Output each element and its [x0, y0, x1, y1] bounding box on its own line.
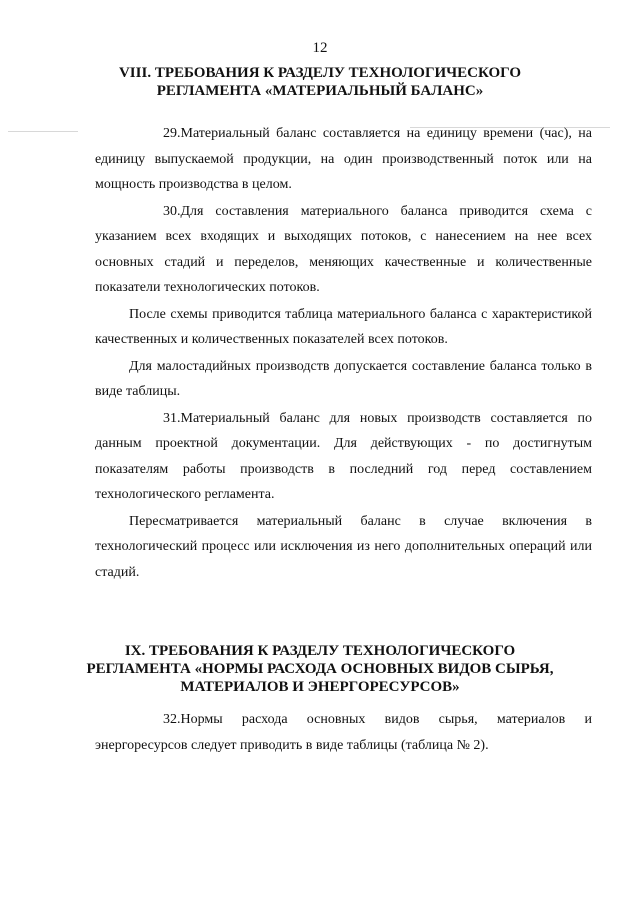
paragraph-number: 32. — [163, 712, 181, 727]
paragraph-text: Для составления материального баланса приводится схема с указанием всех входящих и выходящих потоков, с нанесением на нее всех основных стадий и переделов, меняющих качественные и количественные показатели технологических потоков. — [95, 203, 592, 295]
paragraph-text: Для малостадийных производств допускается составление баланса только в виде таблицы. — [95, 358, 592, 399]
paragraph-low-stage — [95, 354, 592, 405]
section-8-body — [95, 121, 592, 585]
section-9-body — [95, 707, 592, 758]
paragraph-31 — [95, 406, 592, 508]
paragraph-text: Материальный баланс составляется на единицу времени (час), на единицу выпускаемой продукции, на один производственный поток или на мощность производства в целом. — [95, 126, 592, 192]
paragraph-revision — [95, 509, 592, 586]
paragraph-text: Нормы расхода основных видов сырья, материалов и энергоресурсов следует приводить в виде таблицы (таблица № 2). — [95, 712, 592, 753]
paragraph-text: Пересматривается материальный баланс в случае включения в технологический процесс или исключения из него дополнительных операций или стадий. — [95, 513, 592, 580]
heading-line: МАТЕРИАЛОВ И ЭНЕРГОРЕСУРСОВ» — [180, 679, 460, 695]
paragraph-number: 31. — [163, 410, 181, 426]
section-heading-8 — [0, 64, 640, 100]
paragraph-number: 30. — [163, 203, 181, 219]
heading-line: РЕГЛАМЕНТА «НОРМЫ РАСХОДА ОСНОВНЫХ ВИДОВ СЫРЬЯ, — [86, 661, 554, 677]
heading-line: IX. ТРЕБОВАНИЯ К РАЗДЕЛУ ТЕХНОЛОГИЧЕСКОГО — [124, 643, 516, 659]
scan-artifact — [8, 131, 78, 132]
section-heading-9 — [0, 642, 640, 696]
paragraph-32 — [95, 707, 592, 758]
paragraph-30 — [95, 199, 592, 301]
paragraph-29 — [95, 121, 592, 198]
paragraph-number: 29. — [163, 126, 181, 141]
heading-line: VIII. ТРЕБОВАНИЯ К РАЗДЕЛУ ТЕХНОЛОГИЧЕСКОГО — [118, 65, 522, 81]
page-number: 12 — [312, 40, 328, 56]
paragraph-text: После схемы приводится таблица материального баланса с характеристикой качественных и количественных показателей всех потоков. — [95, 306, 592, 347]
paragraph-table-after-scheme — [95, 302, 592, 353]
heading-line: РЕГЛАМЕНТА «МАТЕРИАЛЬНЫЙ БАЛАНС» — [156, 83, 484, 99]
paragraph-text: Материальный баланс для новых производств составляется по данным проектной документации. Для действующих - по достигнутым показателям работы производств в последний год перед составлением технологического регламента. — [95, 410, 592, 502]
